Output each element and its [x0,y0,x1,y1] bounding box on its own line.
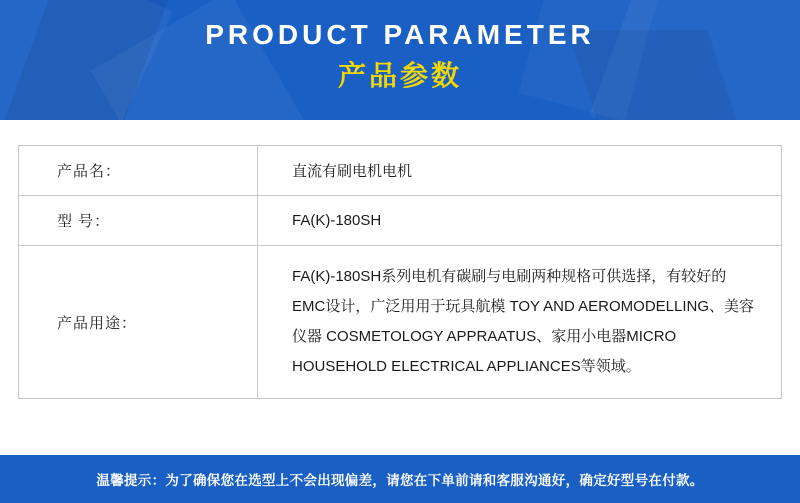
footer-tip-bar [0,455,800,503]
specification-table [19,146,781,399]
page-title-chinese: 产品参数 [337,60,462,91]
spec-value-product-name: 直流有刷电机电机 [292,163,413,180]
spec-label-product-name: 产品名： [19,146,258,196]
page-header-banner [0,0,800,120]
specification-table-wrapper [18,145,782,399]
spec-label-model: 型 号： [19,196,258,246]
page-title-english: PRODUCT PARAMETER [205,19,595,50]
table-row [19,246,781,399]
footer-tip-text: 温馨提示：为了确保您在选型上不会出现偏差，请您在下单前请和客服沟通好，确定好型号在付款。 [96,473,704,488]
table-row [19,146,781,196]
spec-label-usage: 产品用途： [19,246,258,399]
spec-value-model: FA(K)-180SH [292,212,382,229]
table-row [19,196,781,246]
header-titles [0,0,800,96]
spec-value-usage: FA(K)-180SH系列电机有碳刷与电刷两种规格可供选择，有较好的EMC设计，广泛用用于玩具航模 TOY AND AEROMODELLING、美容仪器 COSMETOLOGY APPRAATUS、家用小电器MICRO HOUSEHOLD ELECTRICAL APPLIANCES等领域。 [292,268,755,375]
